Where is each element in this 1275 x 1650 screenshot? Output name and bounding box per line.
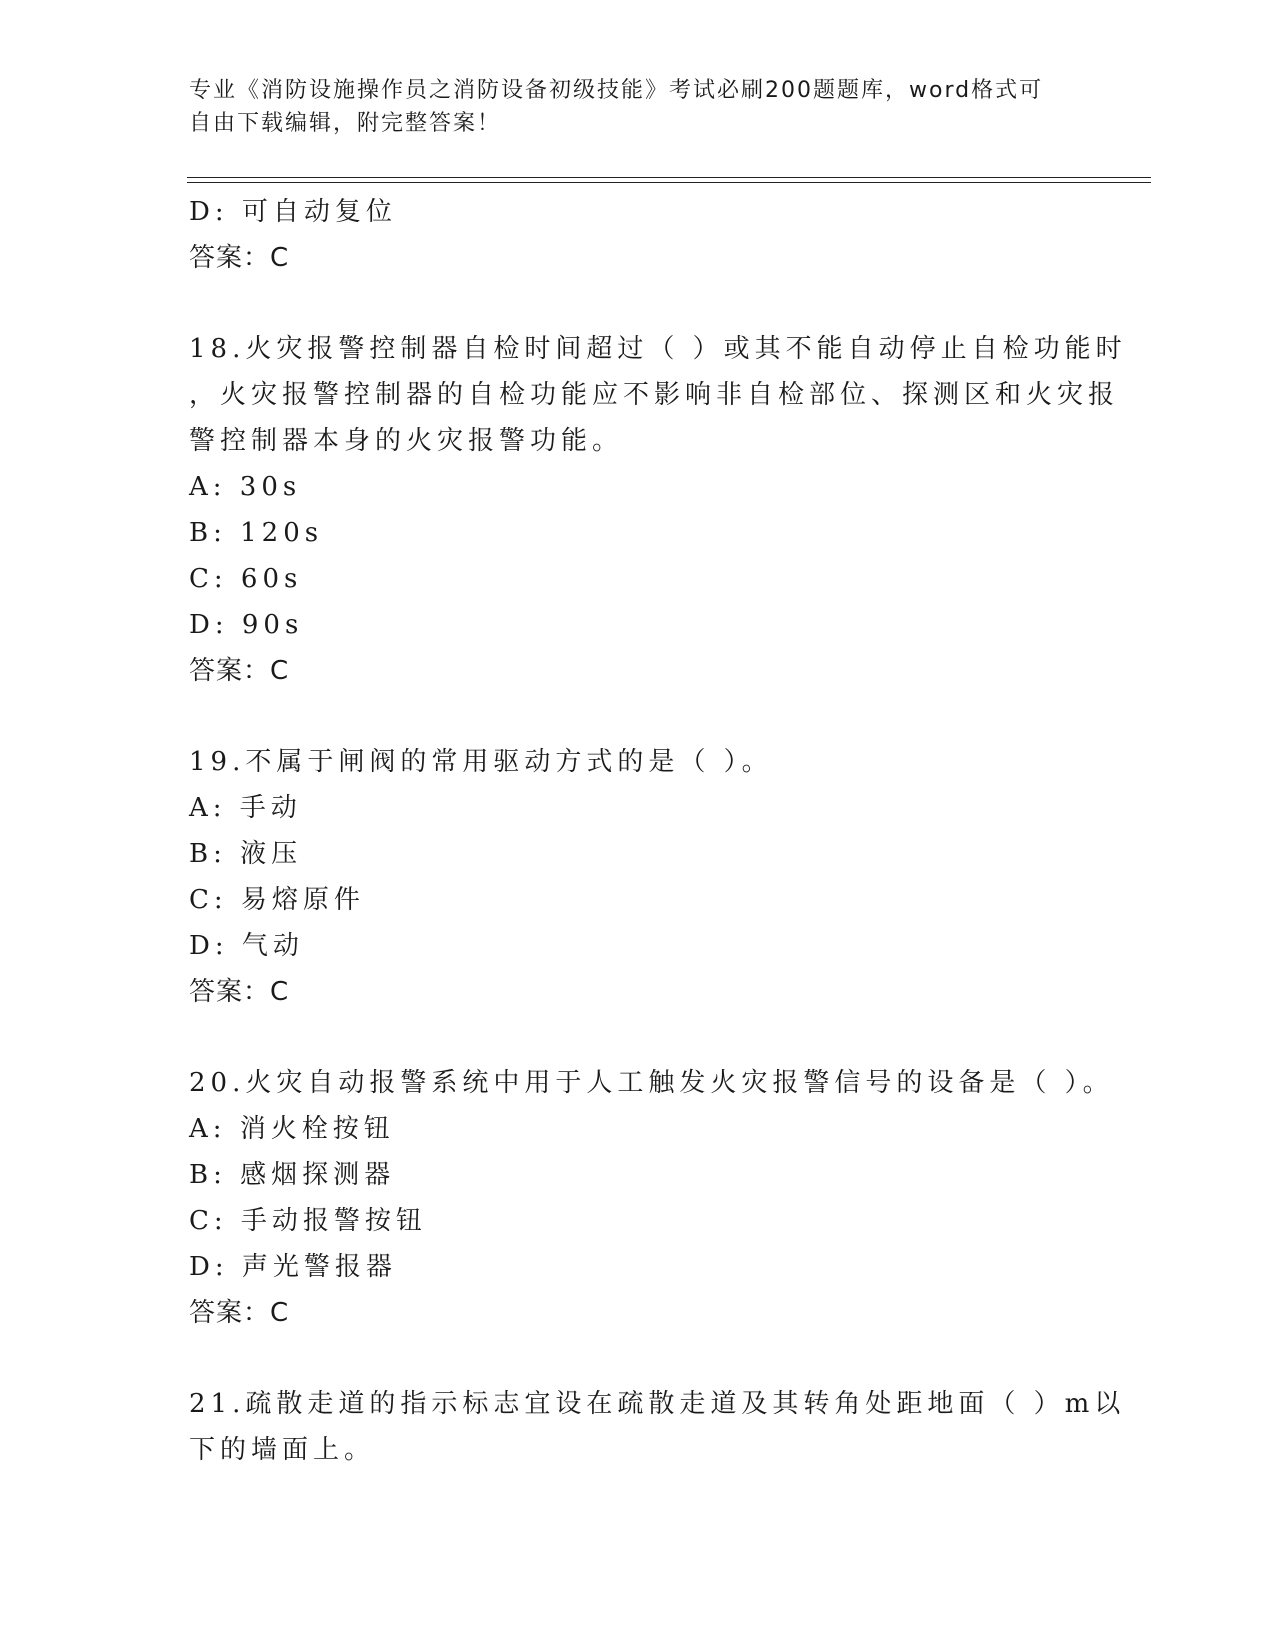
header-line-2: 自由下载编辑，附完整答案！ bbox=[189, 111, 502, 136]
option-a: A: 消火栓按钮 bbox=[189, 1114, 395, 1144]
question-20 bbox=[189, 1060, 1114, 1336]
question-21 bbox=[189, 1381, 1126, 1473]
option-a: A: 手动 bbox=[189, 793, 302, 823]
option-d: D: 气动 bbox=[189, 931, 304, 961]
option-d: D: 可自动复位 bbox=[189, 197, 397, 227]
question-stem: 下的墙面上。 bbox=[189, 1435, 376, 1465]
header-divider-bottom bbox=[187, 182, 1151, 183]
option-c: C: 60s bbox=[189, 564, 303, 594]
answer: 答案：C bbox=[189, 1298, 290, 1328]
answer: 答案：C bbox=[189, 656, 290, 686]
document-header bbox=[189, 74, 1069, 140]
option-d: D: 90s bbox=[189, 610, 304, 640]
question-stem: 18.火灾报警控制器自检时间超过（ ）或其不能自动停止自检功能时 bbox=[189, 334, 1127, 364]
question-list bbox=[189, 189, 1127, 1473]
answer: 答案：C bbox=[189, 243, 290, 273]
header-line-1: 专业《消防设施操作员之消防设备初级技能》考试必刷200题题库，word格式可 bbox=[189, 78, 1044, 103]
question-stem: 警控制器本身的火灾报警功能。 bbox=[189, 426, 624, 456]
option-b: B: 感烟探测器 bbox=[189, 1160, 396, 1190]
question-stem: 21.疏散走道的指示标志宜设在疏散走道及其转角处距地面（ ）m以 bbox=[189, 1389, 1126, 1419]
option-b: B: 液压 bbox=[189, 839, 303, 869]
answer: 答案：C bbox=[189, 977, 290, 1007]
question-18 bbox=[189, 326, 1127, 694]
option-c: C: 手动报警按钮 bbox=[189, 1206, 427, 1236]
question-stem: ，火灾报警控制器的自检功能应不影响非自检部位、探测区和火灾报 bbox=[189, 380, 1120, 410]
question-stem: 20.火灾自动报警系统中用于人工触发火灾报警信号的设备是（ ）。 bbox=[189, 1068, 1114, 1098]
question-stem: 19.不属于闸阀的常用驱动方式的是（ ）。 bbox=[189, 747, 773, 777]
option-a: A: 30s bbox=[189, 472, 302, 502]
question-19 bbox=[189, 739, 1089, 1015]
option-b: B: 120s bbox=[189, 518, 324, 548]
header-divider-top bbox=[187, 177, 1151, 178]
option-d: D: 声光警报器 bbox=[189, 1252, 397, 1282]
option-c: C: 易熔原件 bbox=[189, 885, 365, 915]
